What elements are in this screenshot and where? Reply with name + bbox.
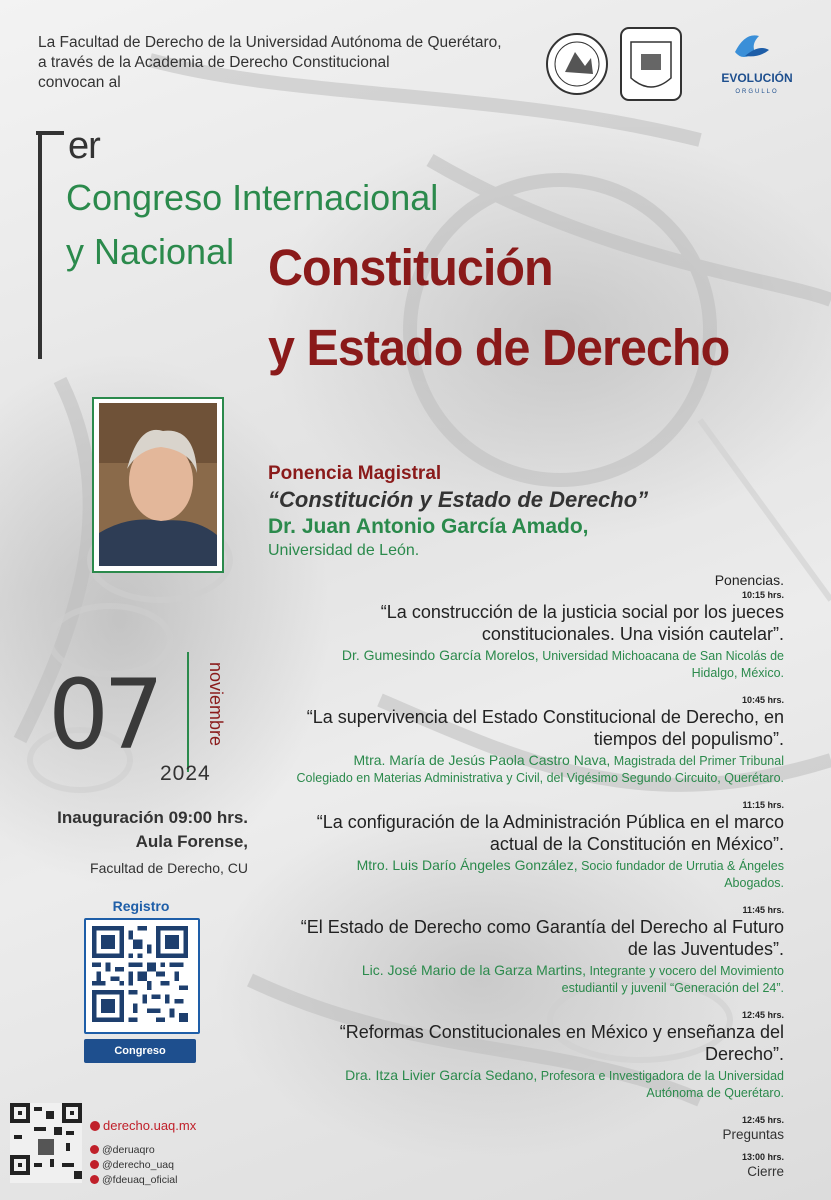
talk-time: 10:45 hrs. [741, 695, 784, 705]
congreso-register-button[interactable]: Congreso [84, 1039, 196, 1063]
date-month: noviembre [206, 662, 226, 747]
uaq-seal-icon [547, 34, 607, 94]
speaker-photo [99, 403, 217, 566]
institution-logos [545, 22, 815, 108]
talk-title-line-2: tiempos del populismo”. [593, 729, 784, 749]
talk-item [224, 694, 784, 787]
talk-title-line-1: “La supervivencia del Estado Constitucional de Derecho, en [306, 707, 784, 727]
talk-affiliation-line-2: Autónoma de Querétaro. [646, 1086, 784, 1100]
talk-affiliation-line-2: estudiantil y juvenil “Generación del 24”. [561, 981, 784, 995]
talk-title [224, 706, 784, 750]
venue-room: Aula Forense, [135, 832, 248, 851]
registro-label: Registro [112, 898, 170, 914]
talk-item [224, 799, 784, 892]
logos-group [545, 22, 815, 108]
talk-title-line-1: “El Estado de Derecho como Garantía del Derecho al Futuro [300, 917, 784, 937]
preguntas-label: Preguntas [722, 1127, 784, 1142]
faculty-seal-icon [621, 28, 681, 100]
instagram-text: @fdeuaq_oficial [102, 1174, 178, 1186]
venue-info [38, 806, 248, 878]
facebook-text: @deruaqro [102, 1144, 155, 1156]
twitter-text: @derecho_uaq [102, 1159, 174, 1171]
talk-speaker-name: Mtra. María de Jesús Paola Castro Nava, [353, 752, 611, 768]
talk-title-line-1: “La configuración de la Administración Pública en el marco [316, 812, 784, 832]
website-text: derecho.uaq.mx [103, 1118, 197, 1133]
talk-speaker [224, 962, 784, 997]
date-divider [187, 652, 189, 772]
twitter-handle[interactable] [90, 1159, 174, 1171]
talk-title-line-1: “Reformas Constitucionales en México y enseñanza del [339, 1022, 784, 1042]
talk-speaker [224, 752, 784, 787]
talk-title [224, 601, 784, 645]
talk-affiliation-line-1: Magistrada del Primer Tribunal [613, 754, 784, 768]
talk-affiliation-line-1: Profesora e Investigadora de la Universidad [540, 1069, 784, 1083]
congreso-line-2: y Nacional [66, 231, 235, 272]
preguntas-time: 12:45 hrs. [741, 1115, 784, 1125]
globe-icon [90, 1121, 100, 1131]
talk-speaker-name: Mtro. Luis Darío Ángeles González, [356, 857, 578, 873]
magistral-institution: Universidad de León. [268, 542, 420, 559]
talk-time: 10:15 hrs. [741, 590, 784, 600]
ordinal-suffix: er [68, 125, 100, 167]
intro-text [38, 33, 558, 93]
talk-speaker [224, 857, 784, 892]
website-link[interactable] [90, 1118, 196, 1133]
ordinal-one-bar [36, 125, 66, 360]
date-day: 07 [48, 659, 159, 771]
evolucion-text: EVOLUCIÓN [721, 71, 793, 85]
evolucion-logo-icon [721, 35, 792, 95]
talk-item [224, 1009, 784, 1102]
talk-speaker-name: Dra. Itza Livier García Sedano, [345, 1067, 538, 1083]
date-month-wrapper [208, 662, 228, 772]
main-title-line-1: Constitución [268, 239, 553, 296]
date-year: 2024 [160, 762, 211, 785]
talk-speaker-name: Dr. Gumesindo García Morelos, [341, 647, 539, 663]
talk-title [224, 916, 784, 960]
ponencia-magistral [268, 462, 728, 562]
facebook-icon [90, 1145, 99, 1154]
talk-affiliation-line-1: Socio fundador de Urrutia & Ángeles [581, 859, 784, 873]
social-qr-code [10, 1102, 82, 1184]
inauguracion-time: Inauguración 09:00 hrs. [57, 808, 248, 827]
magistral-title: “Constitución y Estado de Derecho” [268, 487, 649, 512]
talk-title-line-2: constitucionales. Una visión cautelar”. [481, 624, 784, 644]
talk-item [224, 904, 784, 997]
talk-affiliation-line-1: Universidad Michoacana de San Nicolás de [542, 649, 784, 663]
talk-title [224, 811, 784, 855]
talk-title [224, 1021, 784, 1065]
talk-time: 11:45 hrs. [742, 905, 784, 915]
congreso-line-1: Congreso Internacional [66, 177, 439, 218]
cierre-time: 13:00 hrs. [741, 1152, 784, 1162]
registration-qr-code[interactable] [92, 926, 188, 1022]
talk-title-line-2: de las Juventudes”. [627, 939, 784, 959]
talk-speaker-name: Lic. José Mario de la Garza Martins, [361, 962, 586, 978]
twitter-icon [90, 1160, 99, 1169]
talk-affiliation-line-1: Integrante y vocero del Movimiento [589, 964, 784, 978]
talk-title-line-2: Derecho”. [704, 1044, 784, 1064]
cierre-label: Cierre [747, 1164, 784, 1179]
instagram-icon [90, 1175, 99, 1184]
talk-time: 11:15 hrs. [742, 800, 784, 810]
magistral-speaker: Dr. Juan Antonio García Amado, [268, 515, 589, 538]
talk-speaker [224, 1067, 784, 1102]
talk-affiliation-line-2: Abogados. [724, 876, 784, 890]
intro-line-1: La Facultad de Derecho de la Universidad Autónoma de Querétaro, [38, 34, 502, 51]
ponencias-list [224, 572, 784, 1180]
magistral-label: Ponencia Magistral [268, 463, 442, 484]
talk-item [224, 589, 784, 682]
talk-title-line-1: “La construcción de la justicia social por los jueces [380, 602, 784, 622]
talk-time: 12:45 hrs. [741, 1010, 784, 1020]
talk-title-line-2: actual de la Constitución en México”. [489, 834, 784, 854]
ponencias-heading: Ponencias. [714, 572, 784, 588]
orgullo-text: ORGULLO [735, 89, 779, 95]
facebook-handle[interactable] [90, 1144, 155, 1156]
instagram-handle[interactable] [90, 1174, 177, 1186]
venue-faculty: Facultad de Derecho, CU [90, 860, 248, 876]
talk-affiliation-line-2: Hidalgo, México. [691, 666, 784, 680]
main-title-line-2: y Estado de Derecho [268, 319, 730, 376]
intro-line-2: a través de la Academia de Derecho Constitucional [38, 54, 390, 71]
talk-affiliation-line-2: Colegiado en Materias Administrativa y Civil, del Vigésimo Segundo Circuito, Querétaro. [296, 771, 784, 785]
intro-line-3: convocan al [38, 74, 121, 91]
talk-speaker [224, 647, 784, 682]
